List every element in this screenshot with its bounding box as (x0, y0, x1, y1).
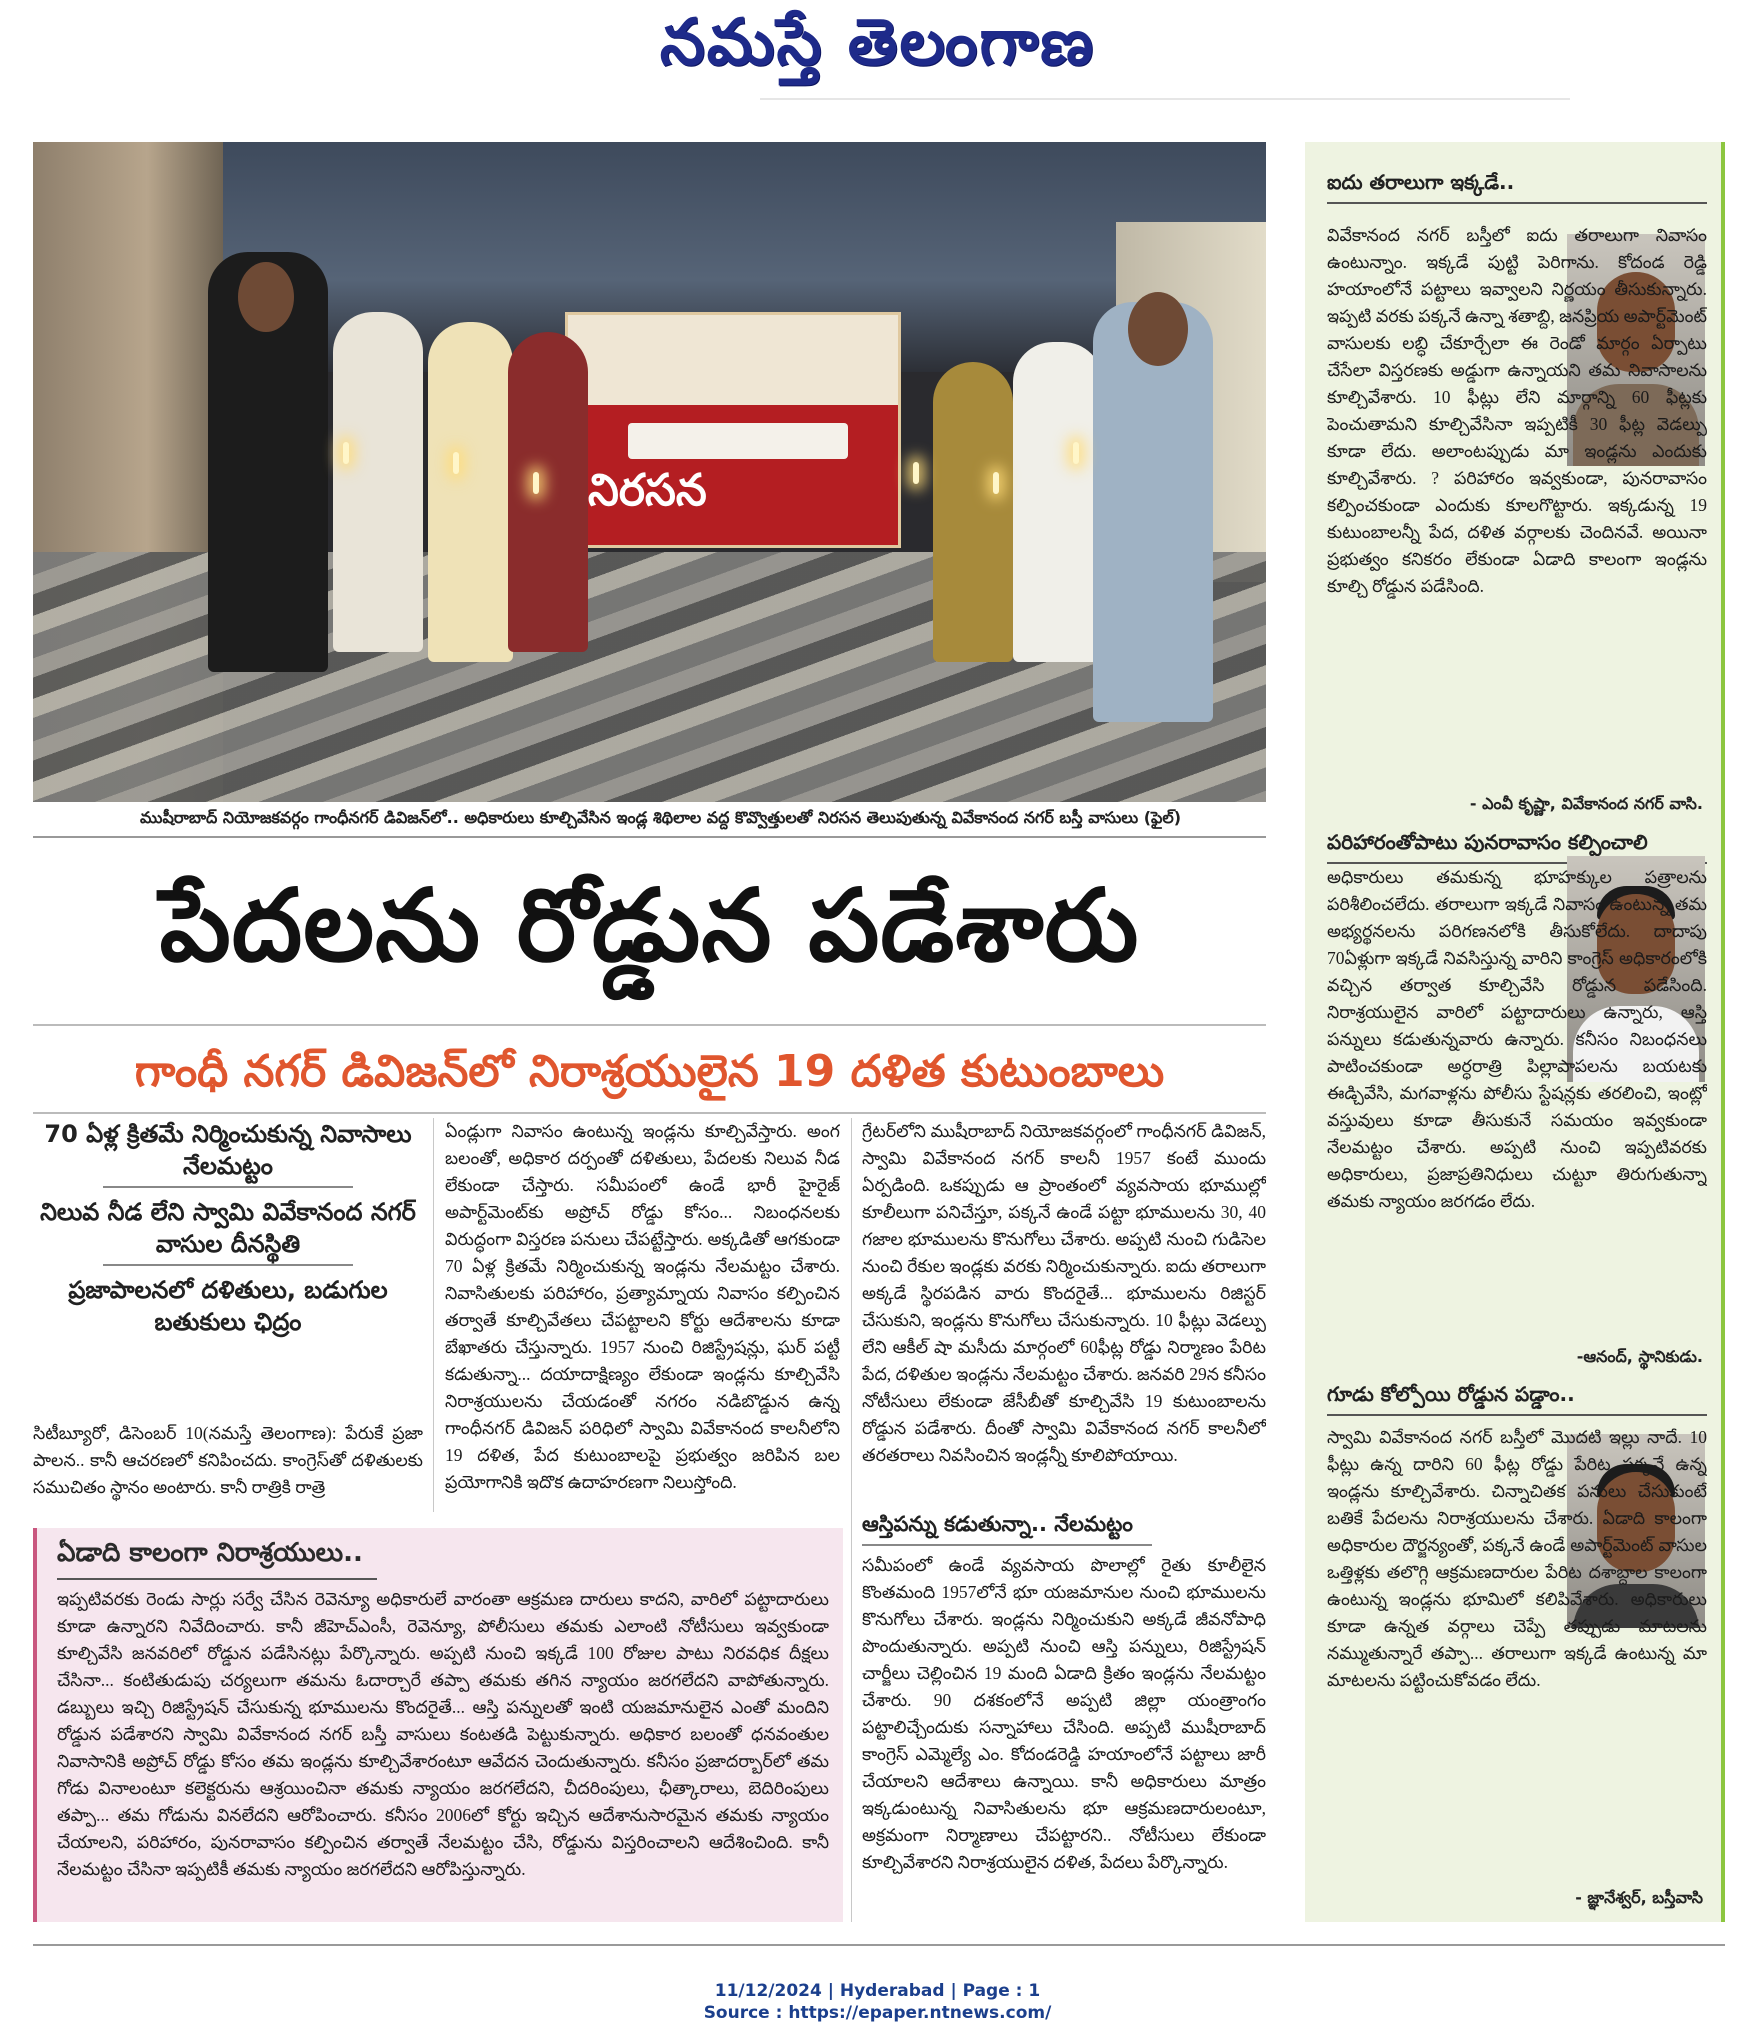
column-divider (851, 1118, 852, 1922)
photo-candle (453, 452, 459, 474)
main-headline: పేదలను రోడ్డున పడేశారు (159, 867, 1140, 984)
masthead (0, 0, 1755, 110)
newspaper-logo-title: నమస్తే తెలంగాణ (659, 6, 1096, 80)
photo-protest-banner (565, 312, 901, 548)
article-col2-text: ఏండ్లుగా నివాసం ఉంటున్న ఇండ్లను కూల్చివేస్తారు. అంగ బలంతో, అధికార దర్పంతో దళితులు, పేదలకు నిలువ నీడ లేకుండా చేస్తారు. సమీపంలో ఉండే భారీ హైరైజ్ అపార్ట్‌మెంట్‌కు అప్రోచ్ రోడ్డు కోసం... నిబంధనలకు విరుద్ధంగా విస్తరణ పనులు చేపట్టేస్తారు. అక్కడితో ఆగకుండా 70 ఏళ్ల క్రితమే నిర్మించుకున్న ఇండ్లను నేలమట్టం చేశారు. నివాసితులకు పరిహారం, ప్రత్యామ్నాయ నివాసం కల్పించిన తర్వాతే కూల్చివేతలు చేపట్టాలని కోర్టు ఆదేశాలను కూడా బేఖాతరు చేస్తున్నారు. 1957 నుంచి రిజిస్ట్రేషన్లు, ఘర్ పట్టీ కడుతున్నా... దయాదాక్షిణ్యం లేకుండా ఇండ్లను కూల్చివేసి నిరాశ్రయులను చేయడంతో నగరం నడిబొడ్డున ఉన్న గాంధీనగర్ డివిజన్ పరిధిలో స్వామి వివేకానంద కాలనీలోని 19 దళిత, పేద కుటుంబాలపై ప్రభుత్వం జరిపిన బల ప్రయోగానికి ఇదొక ఉదాహరణగా నిలుస్తోంది. (445, 1121, 840, 1492)
article-col3-text: గ్రేటర్‌లోని ముషీరాబాద్ నియోజకవర్గంలో గాంధీనగర్ డివిజన్, స్వామి వివేకానంద నగర్ కాలనీ 1957 కంటే ముందు ఏర్పడింది. ఒకప్పుడు ఆ ప్రాంతంలో వ్యవసాయ భూముల్లో కూలీలుగా పనిచేస్తూ, పక్కనే ఉండే పట్టా భూములను 30, 40 గజాల భూములను కొనుగోలు చేశారు. అప్పటి నుంచి గుడిసెల నుంచి రేకుల ఇండ్లకు వరకు నిర్మించుకున్నారు. ఐదు తరాలుగా అక్కడే స్థిరపడిన వారు కొందరైతే... భూములను రిజిస్టర్ చేసుకుని, ఇండ్లను కొనుగోలు చేసుకున్నారు. 10 ఫీట్లు వెడల్పు లేని ఆకీల్ షా మసీదు మార్గంలో 60ఫీట్ల రోడ్డు నిర్మాణం పేరిట పేద, దళితుల ఇండ్లను నేలమట్టం చేశారు. జనవరి 29న కనీసం నోటీసులు లేకుండా జేసీబీతో కూల్చివేసి 19 కుటుంబాలను రోడ్డున పడేశారు. దీంతో స్వామి వివేకానంద నగర్ కాలనీలో తరతరాలు నివసించిన ఇండ్లన్నీ కూలిపోయాయి. (862, 1121, 1266, 1465)
testimonial-text: అధికారులు తమకున్న భూహక్కుల పత్రాలను పరిశీలించలేదు. తరాలుగా ఇక్కడే నివాసం ఉంటున్న తమ అభ్యర్థనలను పరిగణనలోకి తీసుకోలేదు. దాదాపు 70ఏళ్లుగా ఇక్కడే నివసిస్తున్న వారిని కాంగ్రెస్ అధికారంలోకి వచ్చిన తర్వాత కూల్చివేసి రోడ్డున పడేసింది. నిరాశ్రయులైన వారిలో పట్టాదారులు ఉన్నారు, ఆస్తి పన్నులు కడుతున్నవారు ఉన్నారు. కనీసం నిబంధనలు పాటించకుండా అర్ధరాత్రి పిల్లాపాపలను బయటకు ఈడ్చివేసి, మగవాళ్లను పోలీసు స్టేషన్లకు తరలించి, ఇంట్లో వస్తువులు కూడా తీసుకునే సమయం ఇవ్వకుండా నేలమట్టం చేశారు. అప్పటి నుంచి ఇప్పటివరకు అధికారులు, ప్రజాప్రతినిధులు చుట్టూ తిరుగుతున్నా తమకు న్యాయం జరగడం లేదు. (1327, 867, 1707, 1211)
article-col3-sub-text: సమీపంలో ఉండే వ్యవసాయ పొలాల్లో రైతు కూలీలైన కొంతమంది 1957లోనే భూ యజమానుల నుంచి భూములను కొనుగోలు చేశారు. ఇండ్లను నిర్మించుకుని అక్కడే జీవనోపాధి పొందుతున్నారు. అప్పటి నుంచి ఆస్తి పన్నులు, రిజిస్ట్రేషన్ చార్జీలు చెల్లించిన 19 మంది ఏడాది క్రితం ఇండ్లను నేలమట్టం చేశారు. 90 దశకంలోనే అప్పటి జిల్లా యంత్రాంగం పట్టాలిచ్చేందుకు సన్నాహాలు చేసింది. అప్పటి ముషీరాబాద్ కాంగ్రెస్ ఎమ్మెల్యే ఎం. కోదండరెడ్డి హయాంలోనే పట్టాలు జారీ చేయాలని ఆదేశాలు ఉన్నాయి. కానీ అధికారులు మాత్రం ఇక్కడుంటున్న నివాసితులను భూ ఆక్రమణదారులంటూ, అక్రమంగా నిర్మాణాలు చేపట్టారని.. నోటీసులు లేకుండా కూల్చివేశారని నిరాశ్రయులైన దళిత, పేదలు పేర్కొన్నారు. (862, 1555, 1266, 1872)
photo-person-head (238, 262, 294, 332)
testimonials-sidebar (1305, 142, 1725, 1922)
testimonial-heading: పరిహారంతోపాటు పునరావాసం కల్పించాలి (1327, 830, 1707, 864)
page-bottom-rule (33, 1944, 1725, 1946)
testimonial-heading: గూడు కోల్పోయి రోడ్డున పడ్డాం.. (1327, 1382, 1707, 1416)
photo-person (333, 312, 423, 652)
article-deck (33, 1118, 423, 1418)
photo-candle (343, 442, 349, 464)
caption-rule (33, 836, 1266, 838)
article-col1-text: సిటీబ్యూరో, డిసెంబర్ 10(నమస్తే తెలంగాణ): పేరుకే ప్రజా పాలన.. కానీ ఆచరణలో కనిపించదు. కాంగ్రెస్‌తో దళితులకు సముచితం స్థానం అంటారు. కానీ రాత్రికి రాత్రె (33, 1423, 423, 1497)
boxed-story-text: ఇప్పటివరకు రెండు సార్లు సర్వే చేసిన రెవెన్యూ అధికారులే వారంతా ఆక్రమణ దారులు కాదని, వారిలో పట్టాదారులు కూడా ఉన్నారని నివేదించారు. కానీ జీహెచ్‌ఎంసీ, రెవెన్యూ, పోలీసులు తమకు ఎలాంటి నోటీసులు ఇవ్వకుండా కూల్చివేసి జనవరిలో రోడ్డున పడేసినట్లు పేర్కొన్నారు. అప్పటి నుంచి ఇక్కడే 100 రోజుల పాటు నిరవధిక దీక్షలు చేసినా... కంటితుడుపు చర్యలుగా తమను ఓదార్చారే తప్పా తమకు తగిన న్యాయం జరగలేదని వాపోతున్నారు. డబ్బులు ఇచ్చి రిజిస్ట్రేషన్ చేసుకున్న భూములను కొందరైతే... ఆస్తి పన్నులతో ఇంటి యజమానులైన ఎంతో మందిని రోడ్డున పడేశారని స్వామి వివేకానంద నగర్ బస్తీ వాసులు కంటతడి పెట్టుకున్నారు. అధికార బలంతో ధనవంతుల నివాసానికి అప్రోచ్ రోడ్డు కోసం తమ ఇండ్లను కూల్చివేశారంటూ ఆవేదన చెందుతున్నారు. కనీసం ప్రజాదర్బార్‌లో తమ గోడు వినాలంటూ కలెక్టరును ఆశ్రయించినా తమకు న్యాయం జరగలేదని, చీదరింపులు, ఛీత్కారాలు, బెదిరింపులు తప్పా... తమ గోడును వినలేదని ఆరోపించారు. కనీసం 2006లో కోర్టు ఇచ్చిన ఆదేశానుసారమైన తమకు న్యాయం చేయాలని, పరిహారం, పునరావాసం కల్పించిన తర్వాతే నేలమట్టం చేసి, రోడ్డును విస్తరించాలని ఆదేశించింది. కానీ నేలమట్టం చేసినా ఇప్పటికీ తమకు న్యాయం జరగలేదని ఆరోపిస్తున్నారు. (57, 1589, 829, 1879)
banner-top-strip (568, 315, 898, 405)
footer-date-page: 11/12/2024 | Hyderabad | Page : 1 (714, 1981, 1041, 2001)
photo-person (933, 362, 1013, 662)
news-photo (33, 142, 1266, 802)
photo-person (428, 322, 513, 662)
headline-rule (33, 1024, 1266, 1026)
footer-source-link[interactable]: Source : https://epaper.ntnews.com/ (703, 2003, 1052, 2023)
photo-candle (993, 472, 999, 494)
column-divider (433, 1118, 434, 1512)
subheadline-rule (33, 1112, 1266, 1114)
deck-item: నిలువ నీడ లేని స్వామి వివేకానంద నగర్ వాసుల దీనస్థితి (33, 1196, 423, 1266)
deck-item: ప్రజాపాలనలో దళితులు, బడుగుల బతుకులు ఛిద్రం (68, 1276, 388, 1336)
testimonial-text: వివేకానంద నగర్ బస్తీలో ఐదు తరాలుగా నివాసం ఉంటున్నాం. ఇక్కడే పుట్టి పెరిగాను. కోదండ రెడ్డి హయాంలోనే పట్టాలు ఇవ్వాలని నిర్ణయం తీసుకున్నారు. ఇప్పటి వరకు పక్కనే ఉన్నా శతాబ్ది, జనప్రియ అపార్ట్‌మెంట్ వాసులకు లబ్ధి చేకూర్చేలా ఈ రెండో మార్గం ఏర్పాటు చేసేలా విస్తరణకు అడ్డుగా ఉన్నాయని తమ నివాసాలను కూల్చివేశారు. 10 ఫీట్లు లేని మార్గాన్ని 60 ఫీట్లకు పెంచుతామని కూల్చివేసినా ఇప్పటికీ 30 ఫీట్ల వెడల్పు కూడా లేదు. అలాంటప్పుడు మా ఇండ్లను ఎందుకు కూల్చివేశారు. ? పరిహారం ఇవ్వకుండా, పునరావాసం కల్పించకుండా ఎందుకు కూలగొట్టారు. ఇక్కడున్న 19 కుటుంబాలన్నీ పేద, దళిత వర్గాలకు చెందినవే. అయినా ప్రభుత్వం కనికరం లేకుండా ఏడాది కాలంగా ఇండ్లను కూల్చి రోడ్డున పడేసింది. (1327, 225, 1707, 596)
photo-candle (1073, 442, 1079, 464)
photo-caption: ముషీరాబాద్ నియోజకవర్గం గాంధీనగర్ డివిజన్‌లో.. అధికారులు కూల్చివేసిన ఇండ్ల శిథిలాల వద్ద కొవ్వొత్తులతో నిరసన తెలుపుతున్న వివేకానంద నగర్ బస్తీ వాసులు (ఫైల్) (140, 808, 1182, 827)
deck-item: 70 ఏళ్ల క్రితమే నిర్మించుకున్న నివాసాలు నేలమట్టం (33, 1118, 423, 1188)
banner-label-box (628, 423, 848, 459)
testimonial-signature: -ఆనంద్, స్థానికుడు. (1576, 1347, 1703, 1366)
banner-text: నిరసన (588, 465, 707, 516)
testimonial-signature: - జ్ఞానేశ్వర్, బస్తీవాసి (1575, 1888, 1703, 1907)
photo-person (1013, 342, 1103, 662)
photo-candle (533, 472, 539, 494)
masthead-rule (760, 98, 1570, 100)
photo-candle (913, 462, 919, 484)
sub-headline: గాంధీ నగర్ డివిజన్‌లో నిరాశ్రయులైన 19 దళిత కుటుంబాలు (134, 1046, 1165, 1097)
boxed-story (33, 1528, 843, 1922)
testimonial-heading: ఐదు తరాలుగా ఇక్కడే.. (1327, 170, 1707, 204)
photo-person (508, 332, 588, 652)
page-footer (0, 1980, 1755, 2030)
boxed-story-rule (57, 1578, 377, 1580)
photo-person-head (1128, 292, 1188, 366)
boxed-story-heading: ఏడాది కాలంగా నిరాశ్రయులు.. (57, 1538, 363, 1568)
testimonial-signature: - ఎంవీ కృష్ణా, వివేకానంద నగర్ వాసి. (1469, 794, 1703, 813)
col3-subheading: ఆస్తిపన్ను కడుతున్నా.. నేలమట్టం (862, 1512, 1152, 1546)
testimonial-text: స్వామి వివేకానంద నగర్ బస్తీలో మొదటి ఇల్లు నాదే. 10 ఫీట్లు ఉన్న దారిని 60 ఫీట్ల రోడ్డు పేరిట పక్కనే ఉన్న ఇండ్లను కూల్చివేశారు. చిన్నాచితక పనులు చేసుకుంటే బతికే పేదలను నిరాశ్రయులను చేశారు. ఏడాది కాలంగా అధికారుల దౌర్జన్యంతో, పక్కనే ఉండే అపార్ట్‌మెంట్ వాసుల ఒత్తిళ్లకు తలొగ్గి ఆక్రమణదారుల పేరిట దశాబ్దాల కాలంగా ఉంటున్న ఇండ్లను భూమిలో కలిపివేశారు. అధికారులు కూడా ఉన్నత వర్గాలు చెప్పే తప్పుడు మాటలను నమ్ముతున్నారే తప్పా... తరాలుగా ఇక్కడే ఉంటున్న మా మాటలను పట్టించుకోవడం లేదు. (1327, 1427, 1707, 1690)
